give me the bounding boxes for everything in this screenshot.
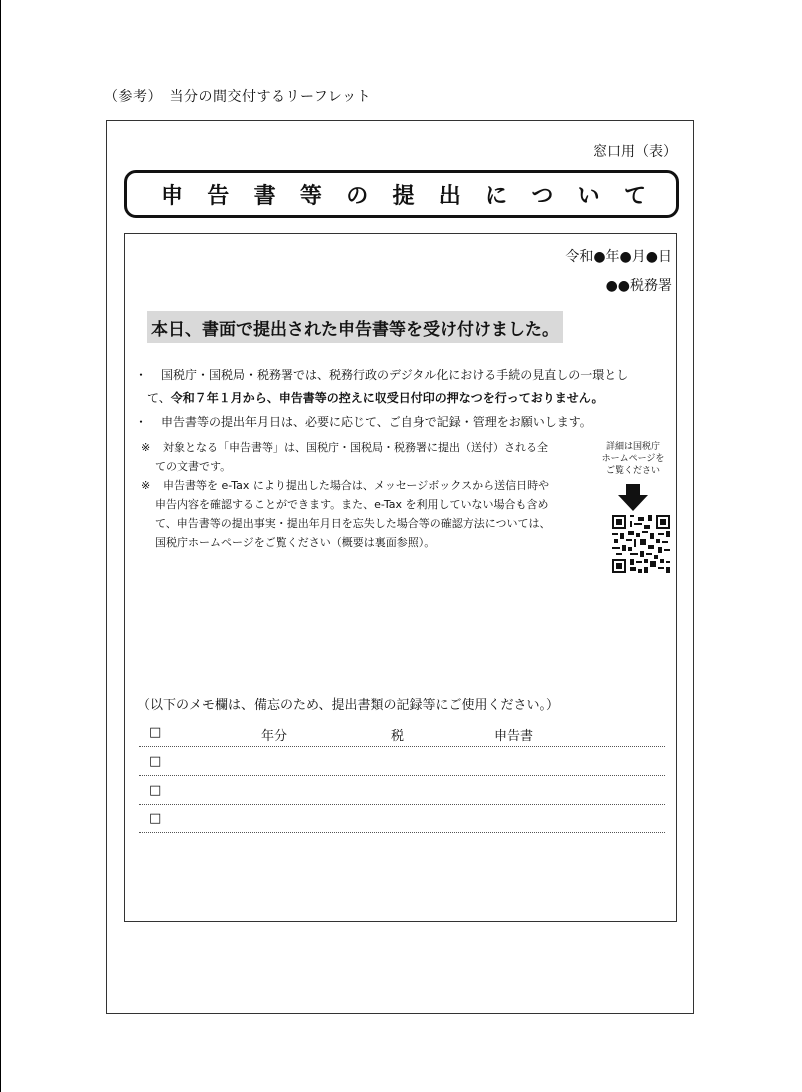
title-char: 書 xyxy=(253,183,276,209)
headline: 本日、書面で提出された申告書等を受け付けました。 xyxy=(147,311,563,343)
title-char: 出 xyxy=(438,183,461,209)
bullet-dot: ・ xyxy=(135,368,148,382)
note-line4: 国税庁ホームページをご覧ください（概要は裏面参照）。 xyxy=(155,536,436,549)
note-target-documents xyxy=(141,438,591,476)
bullet-record-date xyxy=(135,411,675,434)
reference-caption: （参考） 当分の間交付するリーフレット xyxy=(104,89,372,105)
title-banner xyxy=(124,170,679,218)
title-char: つ xyxy=(531,183,554,209)
qr-caption-line3: ご覧ください xyxy=(605,466,660,476)
bullet-text: 申告書等の提出年月日は、必要に応じて、ご自身で記録・管理をお願いします。 xyxy=(161,415,592,429)
memo-row[interactable] xyxy=(139,751,665,776)
issue-date: 令和●年●月●日 xyxy=(565,249,672,265)
qr-caption xyxy=(593,441,673,477)
bullet-line2-prefix: て、 xyxy=(147,391,171,405)
memo-checkbox[interactable]: □ xyxy=(149,783,162,798)
qr-code-icon[interactable] xyxy=(612,515,670,573)
memo-checkbox[interactable]: □ xyxy=(149,754,162,769)
title-char: の xyxy=(346,183,369,209)
note-etax xyxy=(141,476,591,552)
title-char: 申 xyxy=(161,183,184,209)
title-char: に xyxy=(485,183,508,209)
title-char: 提 xyxy=(392,183,415,209)
memo-row[interactable] xyxy=(139,780,665,805)
bullet-text-line1: 国税庁・国税局・税務署では、税務行政のデジタル化における手続の見直しの一環とし xyxy=(161,368,629,382)
leaflet-frame xyxy=(106,120,694,1014)
bullet-line2-bold: 令和７年１月から、申告書等の控えに収受日付印の押なつを行っておりません。 xyxy=(170,391,604,405)
title-char: い xyxy=(577,183,600,209)
memo-checkbox[interactable]: □ xyxy=(149,725,162,740)
memo-year-label: 年分 xyxy=(261,729,288,744)
title-char: 等 xyxy=(299,183,322,209)
bullet-text-line2 xyxy=(135,387,675,410)
content-box xyxy=(124,233,677,922)
title-char: て xyxy=(623,183,646,209)
note-line2: 申告内容を確認することができます。また、e-Tax を利用していない場合も含め xyxy=(155,498,549,511)
memo-row[interactable] xyxy=(139,722,665,747)
memo-tax-label: 税 xyxy=(391,729,405,744)
qr-caption-line2: ホームページを xyxy=(601,454,665,464)
title-char: 告 xyxy=(207,183,230,209)
note-line1: 対象となる「申告書等」は、国税庁・国税局・税務署に提出（送付）される全 xyxy=(163,441,548,454)
note-mark: ※ xyxy=(141,441,151,454)
note-line3: て、申告書等の提出事実・提出年月日を忘失した場合等の確認方法については、 xyxy=(155,517,551,530)
page-left-edge xyxy=(0,0,1,1092)
note-line1: 申告書等を e-Tax により提出した場合は、メッセージボックスから送信日時や xyxy=(163,479,550,492)
memo-doc-label: 申告書 xyxy=(494,729,534,744)
qr-caption-line1: 詳細は国税庁 xyxy=(605,442,660,452)
bullet-digitalization xyxy=(135,364,675,410)
bullet-dot: ・ xyxy=(135,415,148,429)
memo-checkbox[interactable]: □ xyxy=(149,811,162,826)
down-arrow-icon xyxy=(617,484,649,512)
tax-office-name: ●●税務署 xyxy=(605,278,672,294)
note-mark: ※ xyxy=(141,479,151,492)
note-line2: ての文書です。 xyxy=(155,460,232,473)
memo-caption: （以下のメモ欄は、備忘のため、提出書類の記録等にご使用ください。） xyxy=(137,698,559,713)
counter-use-label: 窓口用（表） xyxy=(593,144,677,160)
memo-row[interactable] xyxy=(139,808,665,833)
